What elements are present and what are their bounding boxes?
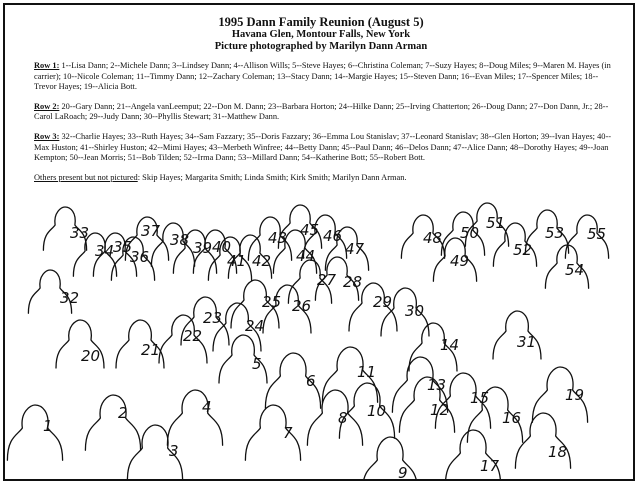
row-names: 32--Charlie Hayes; 33--Ruth Hayes; 34--Sam Fazzary; 35--Doris Fazzary; 36--Emma Lou Stanislav; 37--Leonard Stanislav; 38--Glen Horton; 39--Ivan Hayes; 40--Max Huston; 41--Shirley Huston; 42--Mimi Hayes; 43--Merbeth Winfree; 44--Betty Dann; 45--Paul Dann; 46--Delos Dann; 47--Alice Dann; 48--Dorothy Hayes; 49--Joan Kempton; 50--Jean Morris; 51--Bob Tilden; 52--Irma Dann; 53--Millard Dann; 54--Katherine Bott; 55--Robert Bott.: [34, 131, 612, 163]
figure-number: 26: [292, 297, 312, 315]
figure-number: 1: [43, 417, 53, 435]
row-label: Row 1:: [34, 61, 60, 70]
figure-number: 14: [440, 336, 460, 354]
figure-11: [322, 347, 377, 402]
figure-number: 35: [113, 238, 133, 256]
figure-17: [445, 430, 500, 481]
figure-number: 3: [169, 442, 179, 460]
figure-number: 2: [118, 404, 128, 422]
figure-number: 52: [513, 241, 533, 259]
figure-number: 40: [212, 238, 232, 256]
silhouette-outline: [7, 405, 62, 460]
figure-number: 15: [470, 389, 490, 407]
figure-number: 34: [95, 242, 115, 260]
figure-3: [127, 425, 182, 480]
figure-20: [56, 320, 104, 368]
figure-50: [441, 212, 484, 255]
reunion-photo-key: [3, 3, 635, 481]
figure-33: [43, 207, 89, 250]
figure-number: 22: [183, 327, 203, 345]
figure-55: [565, 215, 608, 258]
figure-number: 49: [450, 252, 470, 270]
figure-32: [28, 270, 79, 313]
row-names: 20--Gary Dann; 21--Angela vanLeemput; 22--Don M. Dann; 23--Barbara Horton; 24--Hilke Dann; 25--Irving Chatterton; 26--Doug Dann; 27--Don Dann, Jr.; 28--Carol LaRoach; 29--Judy Dann; 30--Phyllis Stewart; 31--Matthew Dann.: [34, 101, 609, 122]
figure-number: 38: [170, 231, 190, 249]
figure-number: 44: [296, 247, 316, 265]
figure-number: 21: [141, 341, 161, 359]
photo-credit: Picture photographed by Marilyn Dann Arman: [214, 41, 428, 52]
silhouette-outline: [85, 395, 140, 450]
figure-number: 50: [460, 224, 480, 242]
figure-number: 33: [70, 224, 90, 242]
figure-number: 28: [343, 273, 363, 291]
figure-18: [515, 413, 570, 468]
figure-number: 8: [338, 409, 348, 427]
figure-number: 37: [141, 222, 161, 240]
figure-number: 41: [227, 252, 247, 270]
figure-number: 18: [548, 443, 568, 461]
figure-number: 43: [268, 229, 288, 247]
figure-number: 13: [427, 376, 447, 394]
figure-number: 9: [398, 464, 408, 482]
figure-number: 31: [517, 333, 537, 351]
figure-number: 30: [405, 302, 425, 320]
figure-54: [545, 245, 588, 288]
figure-number: 54: [565, 261, 585, 279]
location-line: Havana Glen, Montour Falls, New York: [231, 29, 411, 40]
figure-48: [401, 215, 444, 258]
figure-number: 47: [345, 240, 365, 258]
figure-14: [409, 323, 459, 371]
figure-number: 55: [587, 225, 607, 243]
figure-number: 10: [367, 402, 387, 420]
figure-number: 42: [252, 252, 272, 270]
figure-number: 29: [373, 293, 393, 311]
figure-number: 25: [262, 293, 282, 311]
others-names: : Skip Hayes; Margarita Smith; Linda Smith; Kirk Smith; Marilyn Dann Arman.: [137, 172, 407, 182]
figure-22: [159, 315, 207, 363]
figure-number: 4: [202, 398, 212, 416]
others-label: Others present but not pictured: [34, 172, 138, 182]
row-label: Row 2:: [34, 101, 60, 111]
figure-2: [85, 395, 140, 450]
figure-number: 36: [130, 248, 150, 266]
figure-number: 48: [423, 229, 443, 247]
figure-9: [362, 437, 417, 481]
figure-number: 46: [323, 227, 343, 245]
silhouette-outline: [167, 390, 222, 445]
figure-number: 24: [245, 317, 265, 335]
figure-number: 17: [480, 457, 500, 475]
figure-number: 19: [565, 386, 585, 404]
page-title: 1995 Dann Family Reunion (August 5): [218, 15, 424, 29]
figure-number: 7: [283, 424, 293, 442]
figure-31: [493, 311, 541, 359]
figure-number: 6: [306, 372, 316, 390]
figure-4: [167, 390, 222, 445]
figure-number: 27: [317, 271, 337, 289]
figure-number: 32: [60, 289, 80, 307]
figure-number: 45: [300, 221, 320, 239]
figure-7: [245, 405, 300, 460]
silhouette-sketch: [5, 5, 635, 481]
figure-number: 20: [81, 347, 101, 365]
figure-number: 53: [545, 224, 565, 242]
figure-number: 51: [486, 214, 506, 232]
row-names: 1--Lisa Dann; 2--Michele Dann; 3--Lindsey Dann; 4--Allison Wills; 5--Steve Hayes; 6--Christina Coleman; 7--Suzy Hayes; 8--Doug Miles; 9--Maren M. Hayes (in carrier); 10--Nicole Coleman; 11--Timmy Dann; 12--Zachary Coleman; 13--Stacy Dann; 14--Margie Hayes; 15--Steven Dann; 16--Evan Miles; 17--Spencer Miles; 18--Trevor Hayes; 19--Alicia Bott.: [34, 61, 611, 92]
row-label: Row 3:: [34, 131, 60, 141]
figure-number: 39: [193, 239, 213, 257]
figure-6: [265, 353, 320, 408]
figure-number: 11: [357, 363, 377, 381]
figure-21: [116, 320, 164, 368]
figure-1: [7, 405, 62, 460]
figure-number: 23: [203, 309, 223, 327]
figure-number: 5: [252, 355, 262, 373]
silhouette-outline: [362, 437, 417, 481]
figure-number: 12: [430, 401, 450, 419]
figure-number: 16: [502, 409, 522, 427]
